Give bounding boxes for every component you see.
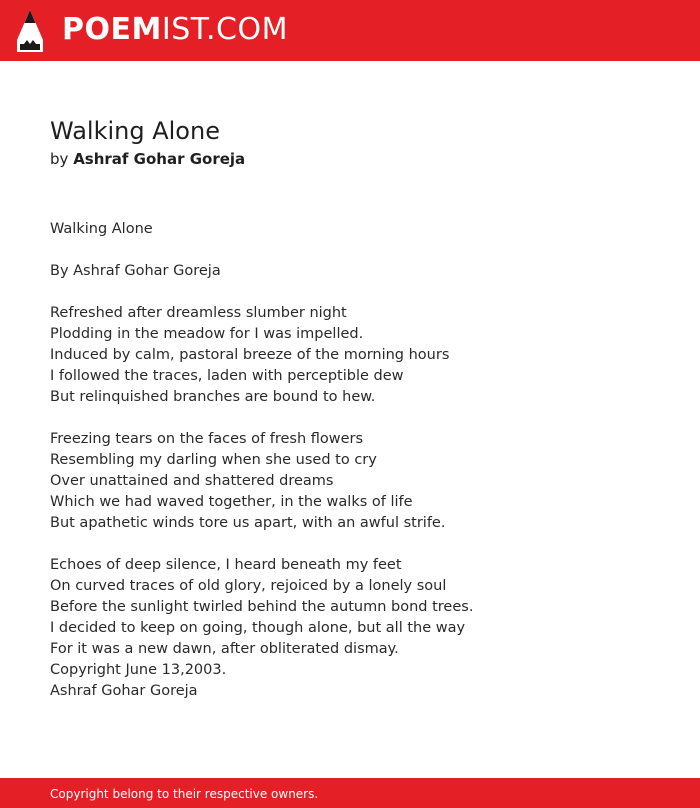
poem-line: Refreshed after dreamless slumber night [50, 305, 347, 321]
poem-line: By Ashraf Gohar Goreja [50, 263, 221, 279]
pencil-logo-icon[interactable] [17, 10, 43, 52]
poem-line: Which we had waved together, in the walks of life [50, 494, 413, 510]
footer-copyright: Copyright belong to their respective owners. [50, 787, 319, 801]
poem-stanza [50, 261, 650, 282]
poem-line: Walking Alone [50, 221, 153, 237]
poem-line: Over unattained and shattered dreams [50, 473, 334, 489]
poem-line: On curved traces of old glory, rejoiced by a lonely soul [50, 578, 447, 594]
poem-line: For it was a new dawn, after obliterated dismay. [50, 641, 399, 657]
poem-byline [50, 149, 245, 169]
poem-body [50, 219, 650, 723]
byline-label: by [50, 150, 69, 168]
brand-logo-text[interactable] [62, 11, 288, 49]
brand-name-bold: POEM [62, 12, 162, 47]
poem-stanza [50, 429, 650, 534]
poem-line: Ashraf Gohar Goreja [50, 683, 198, 699]
poem-stanza [50, 303, 650, 408]
poem-line: I decided to keep on going, though alone, but all the way [50, 620, 466, 636]
poem-line: Copyright June 13,2003. [50, 662, 227, 678]
poem-line: Plodding in the meadow for I was impelled. [50, 326, 364, 342]
poem-line: But relinquished branches are bound to hew. [50, 389, 376, 405]
poem-stanza [50, 219, 650, 240]
site-header [0, 0, 700, 61]
poem-line: Echoes of deep silence, I heard beneath my feet [50, 557, 402, 573]
poem-line: Freezing tears on the faces of fresh flowers [50, 431, 364, 447]
poem-author: Ashraf Gohar Goreja [73, 150, 246, 168]
site-footer [0, 778, 700, 808]
poem-title: Walking Alone [50, 117, 220, 145]
poem-line: Before the sunlight twirled behind the autumn bond trees. [50, 599, 474, 615]
brand-name-light: IST.COM [161, 12, 288, 47]
poem-line: But apathetic winds tore us apart, with an awful strife. [50, 515, 446, 531]
poem-stanza [50, 555, 650, 702]
poem-line: I followed the traces, laden with perceptible dew [50, 368, 404, 384]
poem-line: Resembling my darling when she used to cry [50, 452, 377, 468]
poem-line: Induced by calm, pastoral breeze of the morning hours [50, 347, 450, 363]
